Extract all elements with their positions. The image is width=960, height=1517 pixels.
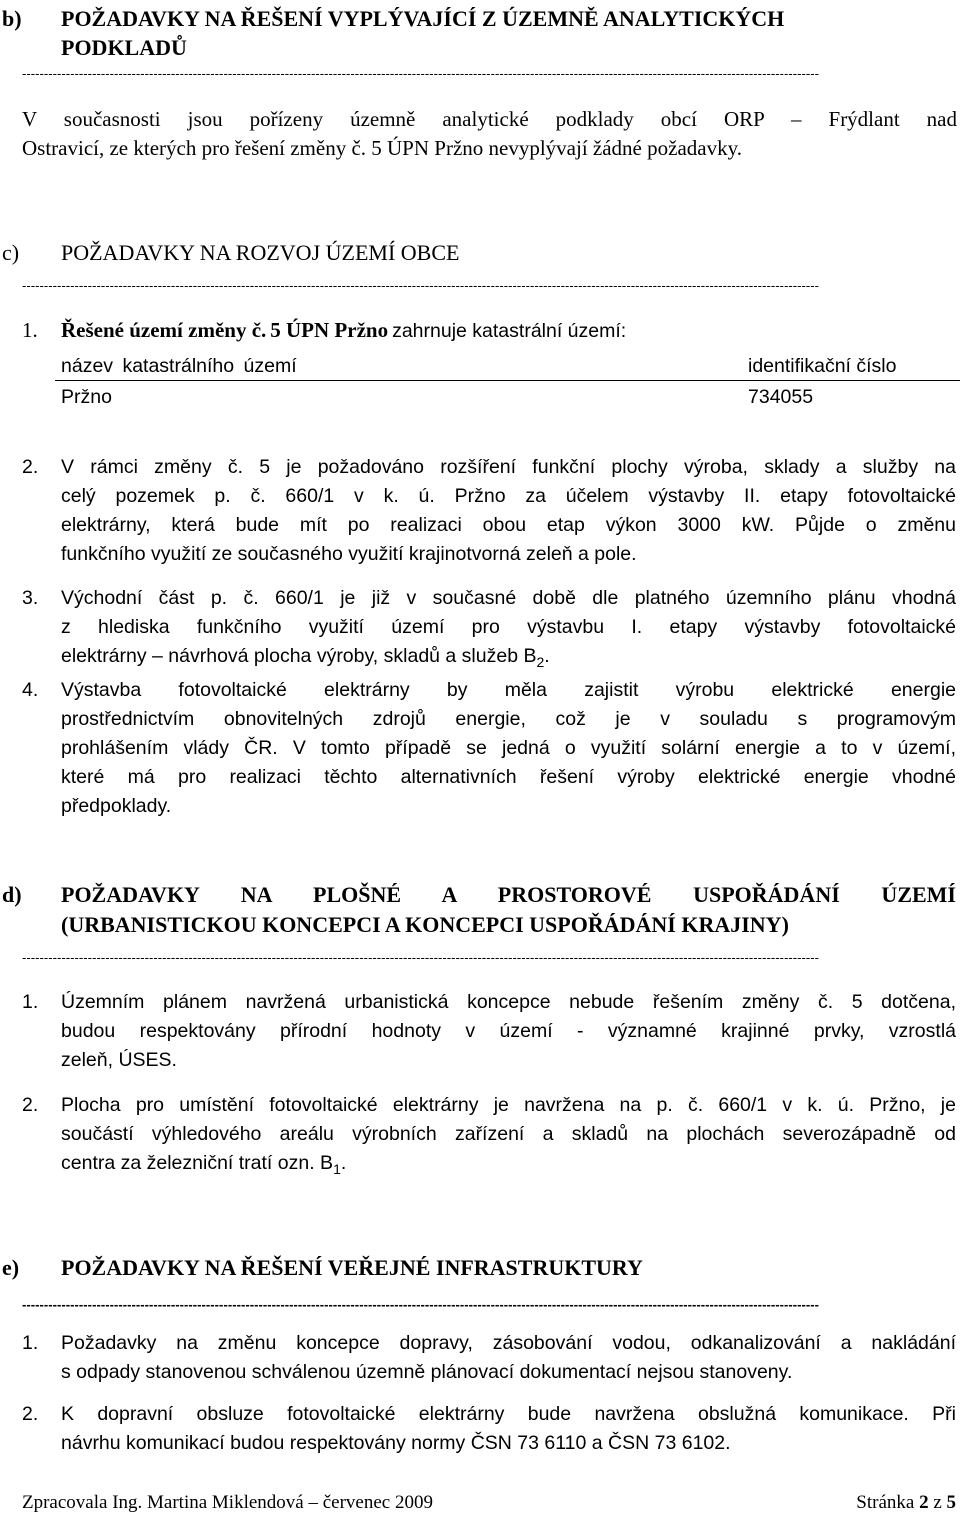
footer-page-current: 2 (919, 1492, 929, 1513)
section-c-item1-number: 1. (22, 318, 38, 342)
section-d-item2-number: 2. (22, 1094, 39, 1116)
footer-page-prefix: Stránka (856, 1492, 915, 1513)
section-c-item3-number: 3. (22, 587, 39, 609)
table-header-rule (55, 380, 960, 381)
section-d-item1-line: budou respektovány přírodní hodnoty v území - významné krajinné prvky, vzrostlá (61, 1020, 956, 1042)
section-b-body-line1: V současnosti jsou pořízeny územně analytické podklady obcí ORP – Frýdlant nad (22, 107, 957, 131)
section-c-item4-number: 4. (22, 679, 39, 701)
section-c-item4-line: prohlášením vlády ČR. V tomto případě se jedná o využití solární energie a to v území, (61, 737, 956, 759)
footer-page-mid: z (933, 1492, 942, 1513)
section-c-item3-last-line (61, 642, 550, 671)
section-c-item4-line: předpoklady. (61, 795, 172, 817)
section-c-item1-bold2: 5 ÚPN Pržno (270, 318, 389, 342)
section-c-item2-number: 2. (22, 456, 39, 478)
section-e-item1-number: 1. (22, 1332, 39, 1354)
section-d-title-line2: (URBANISTICKOU KONCEPCI A KONCEPCI USPOŘÁDÁNÍ KRAJINY) (61, 912, 789, 937)
section-d-item2-line: součástí výhledového areálu výrobních zařízení a skladů na plochách severozápadně od (61, 1123, 956, 1145)
section-c-item1-rest: zahrnuje katastrální území: (392, 320, 627, 342)
section-c-letter: c) (2, 240, 20, 265)
table-header-id: identifikační číslo (748, 355, 897, 377)
table-cell-name: Pržno (61, 386, 112, 408)
table-header-name: název katastrálního území (61, 355, 297, 377)
separator-dashes: -------------------------------------------------------------------------------------------------------------------------------------------------------------------------------------- (22, 951, 819, 965)
section-d-item2-line: Plocha pro umístění fotovoltaické elektrárny je navržena na p. č. 660/1 v k. ú. Pržno, je (61, 1094, 956, 1116)
section-d-title-line1: POŽADAVKY NA PLOŠNÉ A PROSTOROVÉ USPOŘÁDÁNÍ ÚZEMÍ (61, 882, 956, 907)
footer-page-number (856, 1491, 956, 1515)
section-d-letter: d) (2, 882, 22, 907)
separator-dashes: -------------------------------------------------------------------------------------------------------------------------------------------------------------------------------------- (22, 1298, 819, 1312)
section-d-item1-number: 1. (22, 991, 39, 1013)
section-d-item1-line: zeleň, ÚSES. (61, 1049, 177, 1071)
section-b-title-line1: POŽADAVKY NA ŘEŠENÍ VYPLÝVAJÍCÍ Z ÚZEMNĚ ANALYTICKÝCH (61, 6, 785, 31)
section-d-item2-line: centra za železniční tratí ozn. B (61, 1152, 334, 1174)
section-e-item1-line: Požadavky na změnu koncepce dopravy, zásobování vodou, odkanalizování a nakládání (61, 1332, 956, 1354)
section-c-item1-bold: Řešené území změny č. (61, 318, 267, 342)
section-d-item2-end: . (340, 1152, 347, 1174)
section-c-item3-line: Východní část p. č. 660/1 je již v současné době dle platného územního plánu vhodná (61, 587, 956, 609)
section-c-item3-line: z hlediska funkčního využití území pro výstavbu I. etapy výstavby fotovoltaické (61, 616, 956, 638)
section-e-item2-number: 2. (22, 1403, 39, 1425)
section-b-body-line2: Ostravicí, ze kterých pro řešení změny č. 5 ÚPN Pržno nevyplývají žádné požadavky. (22, 136, 742, 160)
table-cell-id: 734055 (748, 386, 814, 408)
separator-dashes: -------------------------------------------------------------------------------------------------------------------------------------------------------------------------------------- (22, 67, 819, 81)
section-e-item2-line: K dopravní obsluze fotovoltaické elektrárny bude navržena obslužná komunikace. Při (61, 1403, 956, 1425)
footer-page-total: 5 (946, 1492, 956, 1513)
section-c-item2-line: elektrárny, která bude mít po realizaci obou etap výkon 3000 kW. Půjde o změnu (61, 514, 956, 536)
separator-dashes: -------------------------------------------------------------------------------------------------------------------------------------------------------------------------------------- (22, 279, 819, 293)
section-b-letter: b) (2, 6, 22, 31)
section-c-item1-text (61, 316, 626, 346)
section-c-item2-line: funkčního využití ze současného využití krajinotvorná zeleň a pole. (61, 543, 637, 565)
section-c-item2-line: V rámci změny č. 5 je požadováno rozšíření funkční plochy výroba, sklady a služby na (61, 456, 956, 478)
section-e-letter: e) (2, 1255, 20, 1280)
section-c-item3-line: elektrárny – návrhová plocha výroby, skladů a služeb B (61, 645, 537, 667)
section-c-item3-end: . (544, 645, 550, 667)
section-c-item4-line: prostřednictvím obnovitelných zdrojů energie, což je v souladu s programovým (61, 708, 956, 730)
section-e-title: POŽADAVKY NA ŘEŠENÍ VEŘEJNÉ INFRASTRUKTURY (61, 1255, 643, 1280)
section-c-item4-line: které má pro realizaci těchto alternativních řešení výroby elektrické energie vhodné (61, 766, 956, 788)
footer-author: Zpracovala Ing. Martina Miklendová – červenec 2009 (22, 1492, 433, 1513)
section-c-item2-line: celý pozemek p. č. 660/1 v k. ú. Pržno za účelem výstavby II. etapy fotovoltaické (61, 485, 956, 507)
section-d-item1-line: Územním plánem navržená urbanistická koncepce nebude řešením změny č. 5 dotčena, (61, 991, 956, 1013)
section-b-title-line2: PODKLADŮ (61, 35, 187, 60)
section-e-item1-line: s odpady stanovenou schválenou územně plánovací dokumentací nejsou stanoveny. (61, 1361, 793, 1383)
section-e-item2-line: návrhu komunikací budou respektovány normy ČSN 73 6110 a ČSN 73 6102. (61, 1432, 731, 1454)
section-c-item3-subscript: 2 (536, 653, 545, 670)
section-d-item2-last-line (61, 1149, 346, 1178)
section-d-item2-subscript: 1 (333, 1160, 341, 1177)
section-c-item4-line: Výstavba fotovoltaické elektrárny by měla zajistit výrobu elektrické energie (61, 679, 956, 701)
section-c-title: POŽADAVKY NA ROZVOJ ÚZEMÍ OBCE (61, 240, 460, 265)
